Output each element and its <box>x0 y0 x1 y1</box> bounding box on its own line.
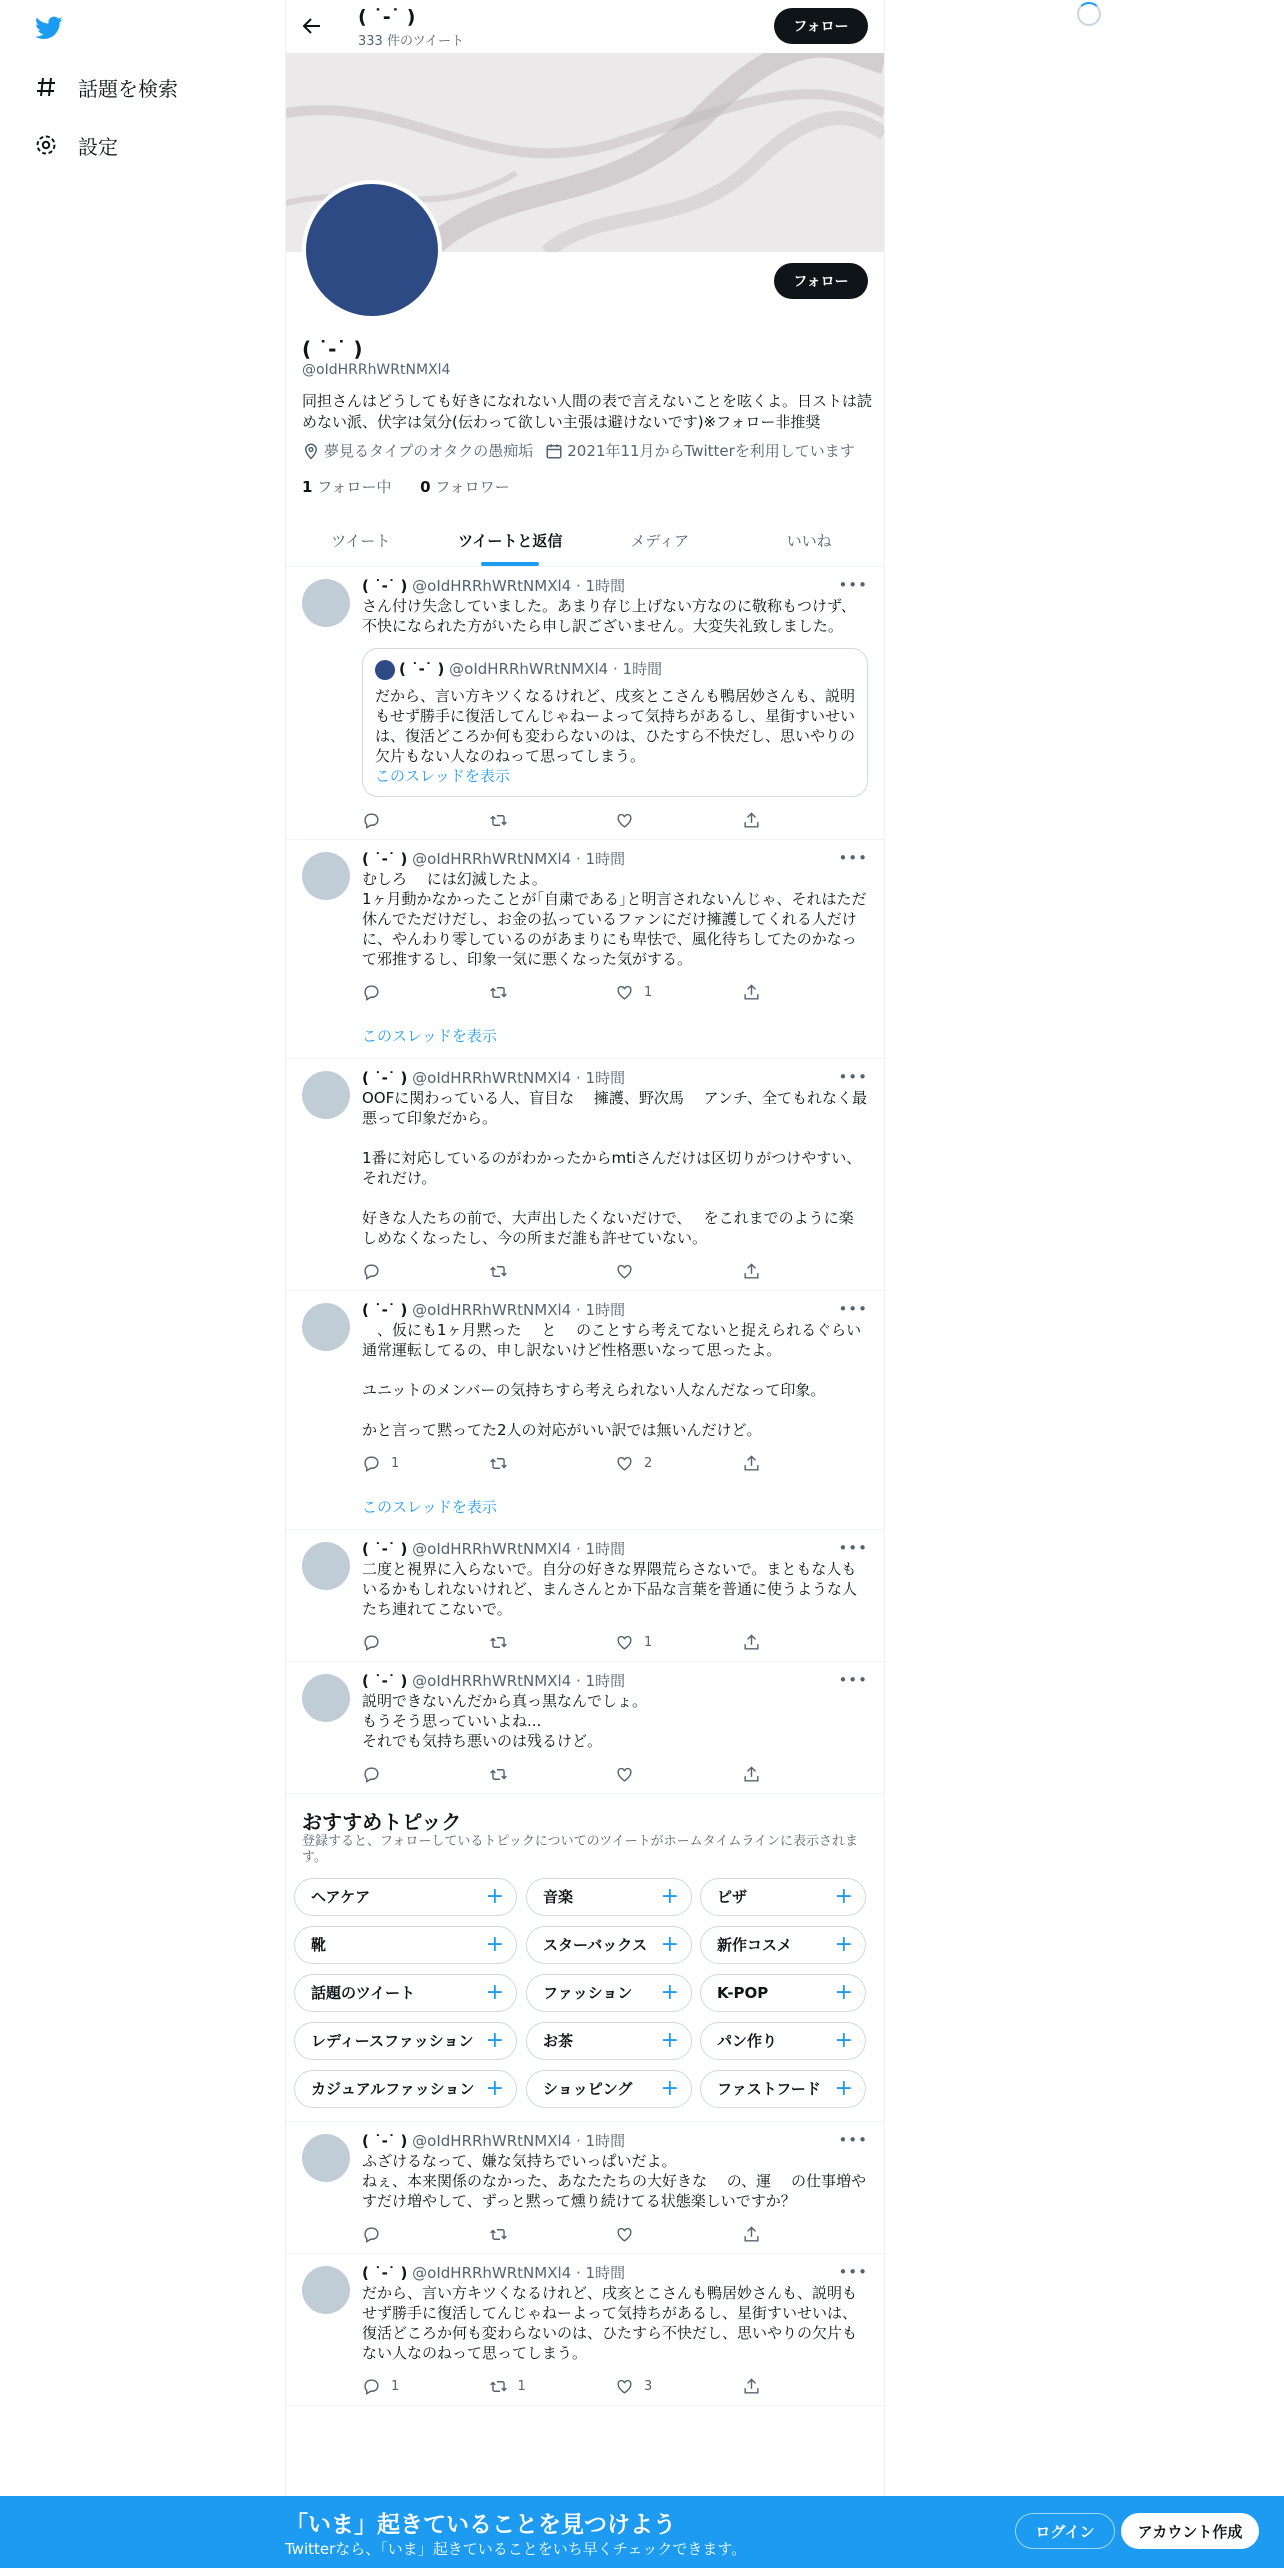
reply-button[interactable] <box>362 1765 489 1784</box>
topic-chip-label: ショッピング <box>543 2080 633 2098</box>
reply-icon <box>362 1454 381 1473</box>
share-icon <box>742 2225 761 2244</box>
topic-chip-label: ヘアケア <box>311 1888 371 1906</box>
recommended-topics <box>286 1794 884 2122</box>
topic-chip[interactable] <box>700 1878 866 1916</box>
reply-button[interactable] <box>362 983 489 1002</box>
profile-follow-button[interactable]: フォロー <box>774 263 868 299</box>
profile-name: ( ˙-˙ ) <box>302 337 363 361</box>
signup-button[interactable]: アカウント作成 <box>1121 2513 1259 2549</box>
like-button[interactable] <box>615 1454 742 1474</box>
tweet-author-name: ( ˙-˙ ) <box>362 2263 408 2282</box>
tweet-time[interactable]: 1時間 <box>585 1671 626 1690</box>
tweet-time[interactable]: 1時間 <box>585 1539 626 1558</box>
like-button[interactable] <box>615 983 742 1003</box>
plus-icon[interactable]: + <box>660 1884 679 1909</box>
more-options-icon[interactable]: ••• <box>838 2262 868 2281</box>
tweet-time[interactable]: 1時間 <box>585 849 626 868</box>
gear-icon <box>34 133 58 157</box>
tweet-time[interactable]: 1時間 <box>585 2263 626 2282</box>
tweet[interactable] <box>286 1530 884 1662</box>
tweet-author-name: ( ˙-˙ ) <box>362 849 408 868</box>
topic-chip-label: カジュアルファッション <box>311 2080 475 2098</box>
tweet-avatar[interactable] <box>302 1071 350 1119</box>
heart-icon <box>615 1765 634 1784</box>
retweet-icon <box>489 2225 508 2244</box>
heart-icon <box>615 983 634 1002</box>
quoted-show-thread-link[interactable]: このスレッドを表示 <box>375 766 510 785</box>
tweet-avatar[interactable] <box>302 1303 350 1351</box>
tweet-text: さん付け失念していました。あまり存じ上げない方なのに敬称もつけず、不快になられた方がいたら申し訳ございません。大変失礼致しました。 <box>362 597 856 635</box>
topic-chip-label: パン作り <box>717 2032 778 2050</box>
profile-joined-text: 2021年11月からTwitterを利用しています <box>567 442 855 460</box>
back-arrow-icon[interactable] <box>300 14 324 38</box>
tweet[interactable] <box>286 1662 884 1794</box>
tweet-text: 、仮にも1ヶ月黙った と のことすら考えてないと捉えられるぐらい通常運転してるの、申し訳ないけど性格悪いなって思ったよ。 ユニットのメンバーの気持ちすら考えられない人なんだなって印象。 かと言って黙ってた2人の対応がいい訳では無いんだけど。 <box>362 1320 862 1439</box>
plus-icon[interactable]: + <box>834 2076 853 2101</box>
tweet-actions <box>362 803 868 839</box>
heart-icon <box>615 1633 634 1652</box>
share-button[interactable] <box>742 2225 869 2244</box>
like-button[interactable] <box>615 2225 742 2244</box>
login-button[interactable]: ログイン <box>1015 2513 1115 2549</box>
retweet-button[interactable] <box>489 1262 616 1281</box>
profile-avatar[interactable] <box>302 180 442 320</box>
topic-chip-label: ファストフード <box>717 2080 821 2098</box>
tweet[interactable] <box>286 2122 884 2254</box>
plus-icon[interactable]: + <box>834 2028 853 2053</box>
tweet-actions <box>362 2369 868 2405</box>
quoted-tweet-time: 1時間 <box>622 660 663 678</box>
reply-button[interactable] <box>362 2377 489 2397</box>
topic-chip[interactable] <box>700 1974 866 2012</box>
header-name: ( ˙-˙ ) <box>358 6 416 28</box>
tweet-author-handle: @oIdHRRhWRtNMXl4 <box>412 2263 572 2282</box>
profile-meta <box>302 440 855 461</box>
nav-explore-label: 話題を検索 <box>78 76 178 101</box>
reply-count: 1 <box>391 2378 400 2394</box>
tweet-text: OOFに関わっている人、盲目な 擁護、野次馬 アンチ、全てもれなく最悪って印象だから。 1番に対応しているのがわかったからmtiさんだけは区切りがつけやすい、それだけ。 好きな人たちの前で、大声出したくないだけで、 をこれまでのように楽しめなくなったし、今の所まだ誰も許せていない。 <box>362 1088 867 1247</box>
timeline <box>286 567 884 2406</box>
tweet[interactable] <box>286 1291 884 1530</box>
twitter-logo-icon[interactable] <box>34 14 64 42</box>
tweet-author-name: ( ˙-˙ ) <box>362 2131 408 2150</box>
tweet-author-handle: @oIdHRRhWRtNMXl4 <box>412 1300 572 1319</box>
tweet-header: ( ˙-˙ ) @oIdHRRhWRtNMXl4 · 1時間 <box>362 577 626 595</box>
retweet-button[interactable] <box>489 1765 616 1784</box>
like-count: 2 <box>644 1455 653 1471</box>
profile-follow-stats <box>302 476 510 497</box>
share-icon <box>742 811 761 830</box>
tweet-author-handle: @oIdHRRhWRtNMXl4 <box>412 2131 572 2150</box>
share-button[interactable] <box>742 1262 869 1281</box>
tweet-time[interactable]: 1時間 <box>585 1068 626 1087</box>
tweet-text: ふざけるなって、嫌な気持ちでいっぱいだよ。 ねぇ、本来関係のなかった、あなたたちの大好きな の、運 の仕事増やすだけ増やして、ずっと黙って燻り続けてる状態楽しいですか？ <box>362 2151 866 2210</box>
tweet-author-handle: @oIdHRRhWRtNMXl4 <box>412 577 572 595</box>
more-options-icon[interactable]: ••• <box>838 1670 868 1689</box>
retweet-button[interactable] <box>489 2377 616 2397</box>
heart-icon <box>615 2377 634 2396</box>
tab-tweets[interactable]: ツイート <box>331 531 391 550</box>
topic-chip-label: 新作コスメ <box>717 1936 793 1954</box>
reply-icon <box>362 1262 381 1281</box>
signup-banner <box>0 2496 1284 2568</box>
tweet-author-handle: @oIdHRRhWRtNMXl4 <box>412 849 572 868</box>
topic-chip[interactable] <box>294 1974 517 2012</box>
plus-icon[interactable]: + <box>834 1932 853 1957</box>
location-icon <box>302 442 320 460</box>
tweet-header: ( ˙-˙ ) @oIdHRRhWRtNMXl4 · 1時間 <box>362 2263 626 2282</box>
tweet-avatar[interactable] <box>302 579 350 627</box>
tweet-header: ( ˙-˙ ) @oIdHRRhWRtNMXl4 · 1時間 <box>362 2131 626 2150</box>
retweet-button[interactable] <box>489 1633 616 1652</box>
profile-bio: 同担さんはどうしても好きになれない人間の表で言えないことを呟くよ。日ストは読めない派、伏字は気分(伝わって欲しい主張は避けないです)※フォロー非推奨 <box>302 392 873 431</box>
followers-label: フォロワー <box>435 478 510 496</box>
reply-button[interactable] <box>362 1454 489 1474</box>
topic-chip[interactable] <box>526 2070 692 2108</box>
share-button[interactable] <box>742 1765 869 1784</box>
reply-icon <box>362 2225 381 2244</box>
tab-likes[interactable]: いいね <box>786 531 832 550</box>
reply-icon <box>362 983 381 1002</box>
plus-icon[interactable]: + <box>660 1932 679 1957</box>
show-thread-link[interactable]: このスレッドを表示 <box>362 1026 497 1045</box>
topic-chip[interactable] <box>700 2070 866 2108</box>
retweet-icon <box>489 2377 508 2396</box>
tweet-actions <box>362 1446 868 1482</box>
topic-chip[interactable] <box>526 1926 692 1964</box>
share-icon <box>742 1454 761 1473</box>
plus-icon[interactable]: + <box>660 2028 679 2053</box>
topic-chip-label: お茶 <box>543 2032 574 2050</box>
reply-icon <box>362 2377 381 2396</box>
tweet-header: ( ˙-˙ ) @oIdHRRhWRtNMXl4 · 1時間 <box>362 1068 626 1087</box>
share-button[interactable] <box>742 2377 869 2396</box>
retweet-button[interactable] <box>489 983 616 1002</box>
topic-chip-label: ピザ <box>717 1888 748 1906</box>
tweet-text: 説明できないんだから真っ黒なんでしょ。 もうそう思っていいよね... それでも気持ち悪いのは残るけど。 <box>362 1691 648 1750</box>
header-tweet-count: 333 件のツイート <box>358 34 465 49</box>
like-count: 1 <box>644 1634 653 1650</box>
share-button[interactable] <box>742 811 869 830</box>
quoted-tweet-handle: @oIdHRRhWRtNMXl4 <box>449 660 609 678</box>
like-count: 1 <box>644 984 653 1000</box>
following-count: 1 <box>302 478 313 496</box>
quoted-tweet-avatar <box>375 660 395 680</box>
share-button[interactable] <box>742 983 869 1002</box>
tweet-text: 二度と視界に入らないで。自分の好きな界隈荒らさないで。まともな人もいるかもしれないけれど、まんさんとか下品な言葉を普通に使うような人たち連れてこないで。 <box>362 1559 858 1618</box>
tweet[interactable] <box>286 567 884 840</box>
tweet-avatar[interactable] <box>302 2266 350 2314</box>
nav-settings[interactable] <box>34 125 118 165</box>
tweet-header: ( ˙-˙ ) @oIdHRRhWRtNMXl4 · 1時間 <box>362 849 626 868</box>
retweet-icon <box>489 1765 508 1784</box>
followers-link[interactable] <box>420 478 509 496</box>
retweet-icon <box>489 1262 508 1281</box>
topic-chip[interactable] <box>294 1878 517 1916</box>
reply-button[interactable] <box>362 811 489 830</box>
profile-location <box>302 440 533 461</box>
quoted-tweet-author-name: ( ˙-˙ ) <box>399 660 445 678</box>
tweet-text: だから、言い方キツくなるけれど、戌亥とこさんも鴨居妙さんも、説明もせず勝手に復活してんじゃねーよって気持ちがあるし、星街すいせいは、復活どころか何も変わらないのは、ひたすら不快だし、思いやりの欠片もない人なのねって思ってしまう。 <box>362 2283 858 2362</box>
tweet-author-handle: @oIdHRRhWRtNMXl4 <box>412 1539 572 1558</box>
following-link[interactable] <box>302 478 391 496</box>
more-options-icon[interactable]: ••• <box>838 576 868 594</box>
topic-chip-label: レディースファッション <box>311 2032 474 2050</box>
like-button[interactable] <box>615 1633 742 1653</box>
plus-icon[interactable]: + <box>485 1884 504 1909</box>
like-button[interactable] <box>615 1262 742 1281</box>
tweet-author-name: ( ˙-˙ ) <box>362 577 408 595</box>
tweet-actions <box>362 975 868 1011</box>
tweet-author-name: ( ˙-˙ ) <box>362 1068 408 1087</box>
topic-chip[interactable] <box>294 1926 517 1964</box>
tweet-author-name: ( ˙-˙ ) <box>362 1539 408 1558</box>
reply-icon <box>362 1765 381 1784</box>
tab-media[interactable]: メディア <box>630 531 690 550</box>
tweet-actions <box>362 1625 868 1661</box>
reply-count: 1 <box>391 1455 400 1471</box>
quoted-tweet[interactable]: ( ˙-˙ ) @oIdHRRhWRtNMXl4 · 1時間 だから、言い方キツくなるけれど、戌亥とこさんも鴨居妙さんも、説明もせず勝手に復活してんじゃねーよって気持ちがあるし、星街すいせいは、復活どころか何も変わらないのは、ひたすら不快だし、思いやりの欠片もない人なのねって思ってしまう。 このスレッドを表示 <box>362 648 868 797</box>
share-icon <box>742 1765 761 1784</box>
share-button[interactable] <box>742 1633 869 1652</box>
nav-explore[interactable] <box>34 67 178 107</box>
profile-location-text: 夢見るタイプのオタクの愚痴垢 <box>324 442 534 460</box>
more-options-icon[interactable]: ••• <box>838 1299 868 1318</box>
topic-chip[interactable] <box>526 2022 692 2060</box>
topic-chip-label: スターバックス <box>543 1936 648 1954</box>
calendar-icon <box>545 442 563 460</box>
plus-icon[interactable]: + <box>485 1932 504 1957</box>
following-label: フォロー中 <box>317 478 392 496</box>
topic-chip[interactable] <box>700 1926 866 1964</box>
more-options-icon[interactable]: ••• <box>838 2130 868 2149</box>
signup-banner-title: 「いま」起きていることを見つけよう <box>285 2512 676 2538</box>
tweet-avatar[interactable] <box>302 1674 350 1722</box>
tweet-header: ( ˙-˙ ) @oIdHRRhWRtNMXl4 · 1時間 <box>362 1671 626 1690</box>
tweet-avatar[interactable] <box>302 1542 350 1590</box>
retweet-icon <box>489 1633 508 1652</box>
like-count: 3 <box>644 2378 653 2394</box>
quoted-tweet-text: だから、言い方キツくなるけれど、戌亥とこさんも鴨居妙さんも、説明もせず勝手に復活してんじゃねーよって気持ちがあるし、星街すいせいは、復活どころか何も変わらないのは、ひたすら不快だし、思いやりの欠片もない人なのねって思ってしまう。 <box>375 686 856 765</box>
more-options-icon[interactable]: ••• <box>838 1538 868 1557</box>
heart-icon <box>615 1262 634 1281</box>
main-column <box>285 0 885 2568</box>
signup-banner-subtitle: Twitterなら、「いま」起きていることをいち早くチェックできます。 <box>285 2540 747 2558</box>
topic-chip[interactable] <box>294 2022 517 2060</box>
show-thread-link[interactable]: このスレッドを表示 <box>362 1497 497 1516</box>
plus-icon[interactable]: + <box>660 2076 679 2101</box>
tweet-header: ( ˙-˙ ) @oIdHRRhWRtNMXl4 · 1時間 <box>362 1300 626 1319</box>
heart-icon <box>615 811 634 830</box>
tweet[interactable] <box>286 2254 884 2406</box>
share-icon <box>742 1633 761 1652</box>
tweet-time[interactable]: 1時間 <box>585 2131 626 2150</box>
plus-icon[interactable]: + <box>834 1884 853 1909</box>
tab-tweets-and-replies[interactable]: ツイートと返信 <box>436 514 586 566</box>
tweet-author-name: ( ˙-˙ ) <box>362 1300 408 1319</box>
tweet-actions <box>362 2217 868 2253</box>
profile-joined <box>545 440 855 461</box>
profile-handle: @oIdHRRhWRtNMXl4 <box>302 362 451 378</box>
plus-icon[interactable]: + <box>485 1980 504 2005</box>
reply-icon <box>362 811 381 830</box>
topic-chip-label: 話題のツイート <box>311 1984 415 2002</box>
reply-button[interactable] <box>362 1262 489 1281</box>
profile-tabs <box>286 514 884 567</box>
tweet[interactable] <box>286 1059 884 1291</box>
nav-settings-label: 設定 <box>78 134 118 159</box>
like-button[interactable] <box>615 2377 742 2397</box>
tweet[interactable] <box>286 840 884 1059</box>
share-icon <box>742 2377 761 2396</box>
topic-chip[interactable] <box>526 1878 692 1916</box>
topic-chip-label: 靴 <box>311 1936 327 1954</box>
profile-header <box>286 0 884 53</box>
tweet-actions <box>362 1757 868 1793</box>
heart-icon <box>615 1454 634 1473</box>
loading-spinner-icon <box>1077 2 1101 26</box>
plus-icon[interactable]: + <box>485 2076 504 2101</box>
tweet-actions <box>362 1254 868 1290</box>
tweet-time[interactable]: 1時間 <box>585 1300 626 1319</box>
topic-chip-label: ファッション <box>543 1984 633 2002</box>
plus-icon[interactable]: + <box>834 1980 853 2005</box>
reply-button[interactable] <box>362 2225 489 2244</box>
retweet-button[interactable] <box>489 811 616 830</box>
hashtag-icon <box>34 75 58 99</box>
reply-icon <box>362 1633 381 1652</box>
retweet-icon <box>489 811 508 830</box>
plus-icon[interactable]: + <box>660 1980 679 2005</box>
retweet-button[interactable] <box>489 2225 616 2244</box>
share-icon <box>742 1262 761 1281</box>
topic-chip-label: 音楽 <box>543 1888 574 1906</box>
tweet-avatar[interactable] <box>302 852 350 900</box>
followers-count: 0 <box>420 478 431 496</box>
topic-chip-label: K-POP <box>717 1983 769 2002</box>
tweet-text: むしろ には幻滅したよ。 1ヶ月動かなかったことが｢自粛である｣と明言されないんじゃ、それはただ休んでただけだし、お金の払っているファンにだけ擁護してくれる人だけに、やんわり零しているのがあまりにも卑怯で、風化待ちしてたのかなって邪推するし、印象一気に悪くなった気がする。 <box>362 869 867 968</box>
retweet-icon <box>489 1454 508 1473</box>
topic-chip[interactable] <box>526 1974 692 2012</box>
more-options-icon[interactable]: ••• <box>838 1067 868 1086</box>
more-options-icon[interactable]: ••• <box>838 848 868 867</box>
tweet-header: ( ˙-˙ ) @oIdHRRhWRtNMXl4 · 1時間 <box>362 1539 626 1558</box>
share-button[interactable] <box>742 1454 869 1473</box>
heart-icon <box>615 2225 634 2244</box>
tweet-author-name: ( ˙-˙ ) <box>362 1671 408 1690</box>
like-button[interactable] <box>615 1765 742 1784</box>
show-thread-row <box>286 1482 884 1529</box>
tweet-avatar[interactable] <box>302 2134 350 2182</box>
tweet-time[interactable]: 1時間 <box>585 577 626 595</box>
topics-description: 登録すると、フォローしているトピックについてのツイートがホームタイムラインに表示されます。 <box>302 1833 859 1865</box>
show-thread-row <box>286 1011 884 1058</box>
retweet-count: 1 <box>517 2378 526 2394</box>
tweet-author-handle: @oIdHRRhWRtNMXl4 <box>412 1671 572 1690</box>
header-follow-button[interactable]: フォロー <box>774 8 868 44</box>
share-icon <box>742 983 761 1002</box>
retweet-icon <box>489 983 508 1002</box>
plus-icon[interactable]: + <box>485 2028 504 2053</box>
topic-chip[interactable] <box>294 2070 517 2108</box>
tweet-author-handle: @oIdHRRhWRtNMXl4 <box>412 1068 572 1087</box>
reply-button[interactable] <box>362 1633 489 1652</box>
like-button[interactable] <box>615 811 742 830</box>
topics-title: おすすめトピック <box>302 1809 462 1834</box>
topic-chip[interactable] <box>700 2022 866 2060</box>
retweet-button[interactable] <box>489 1454 616 1473</box>
